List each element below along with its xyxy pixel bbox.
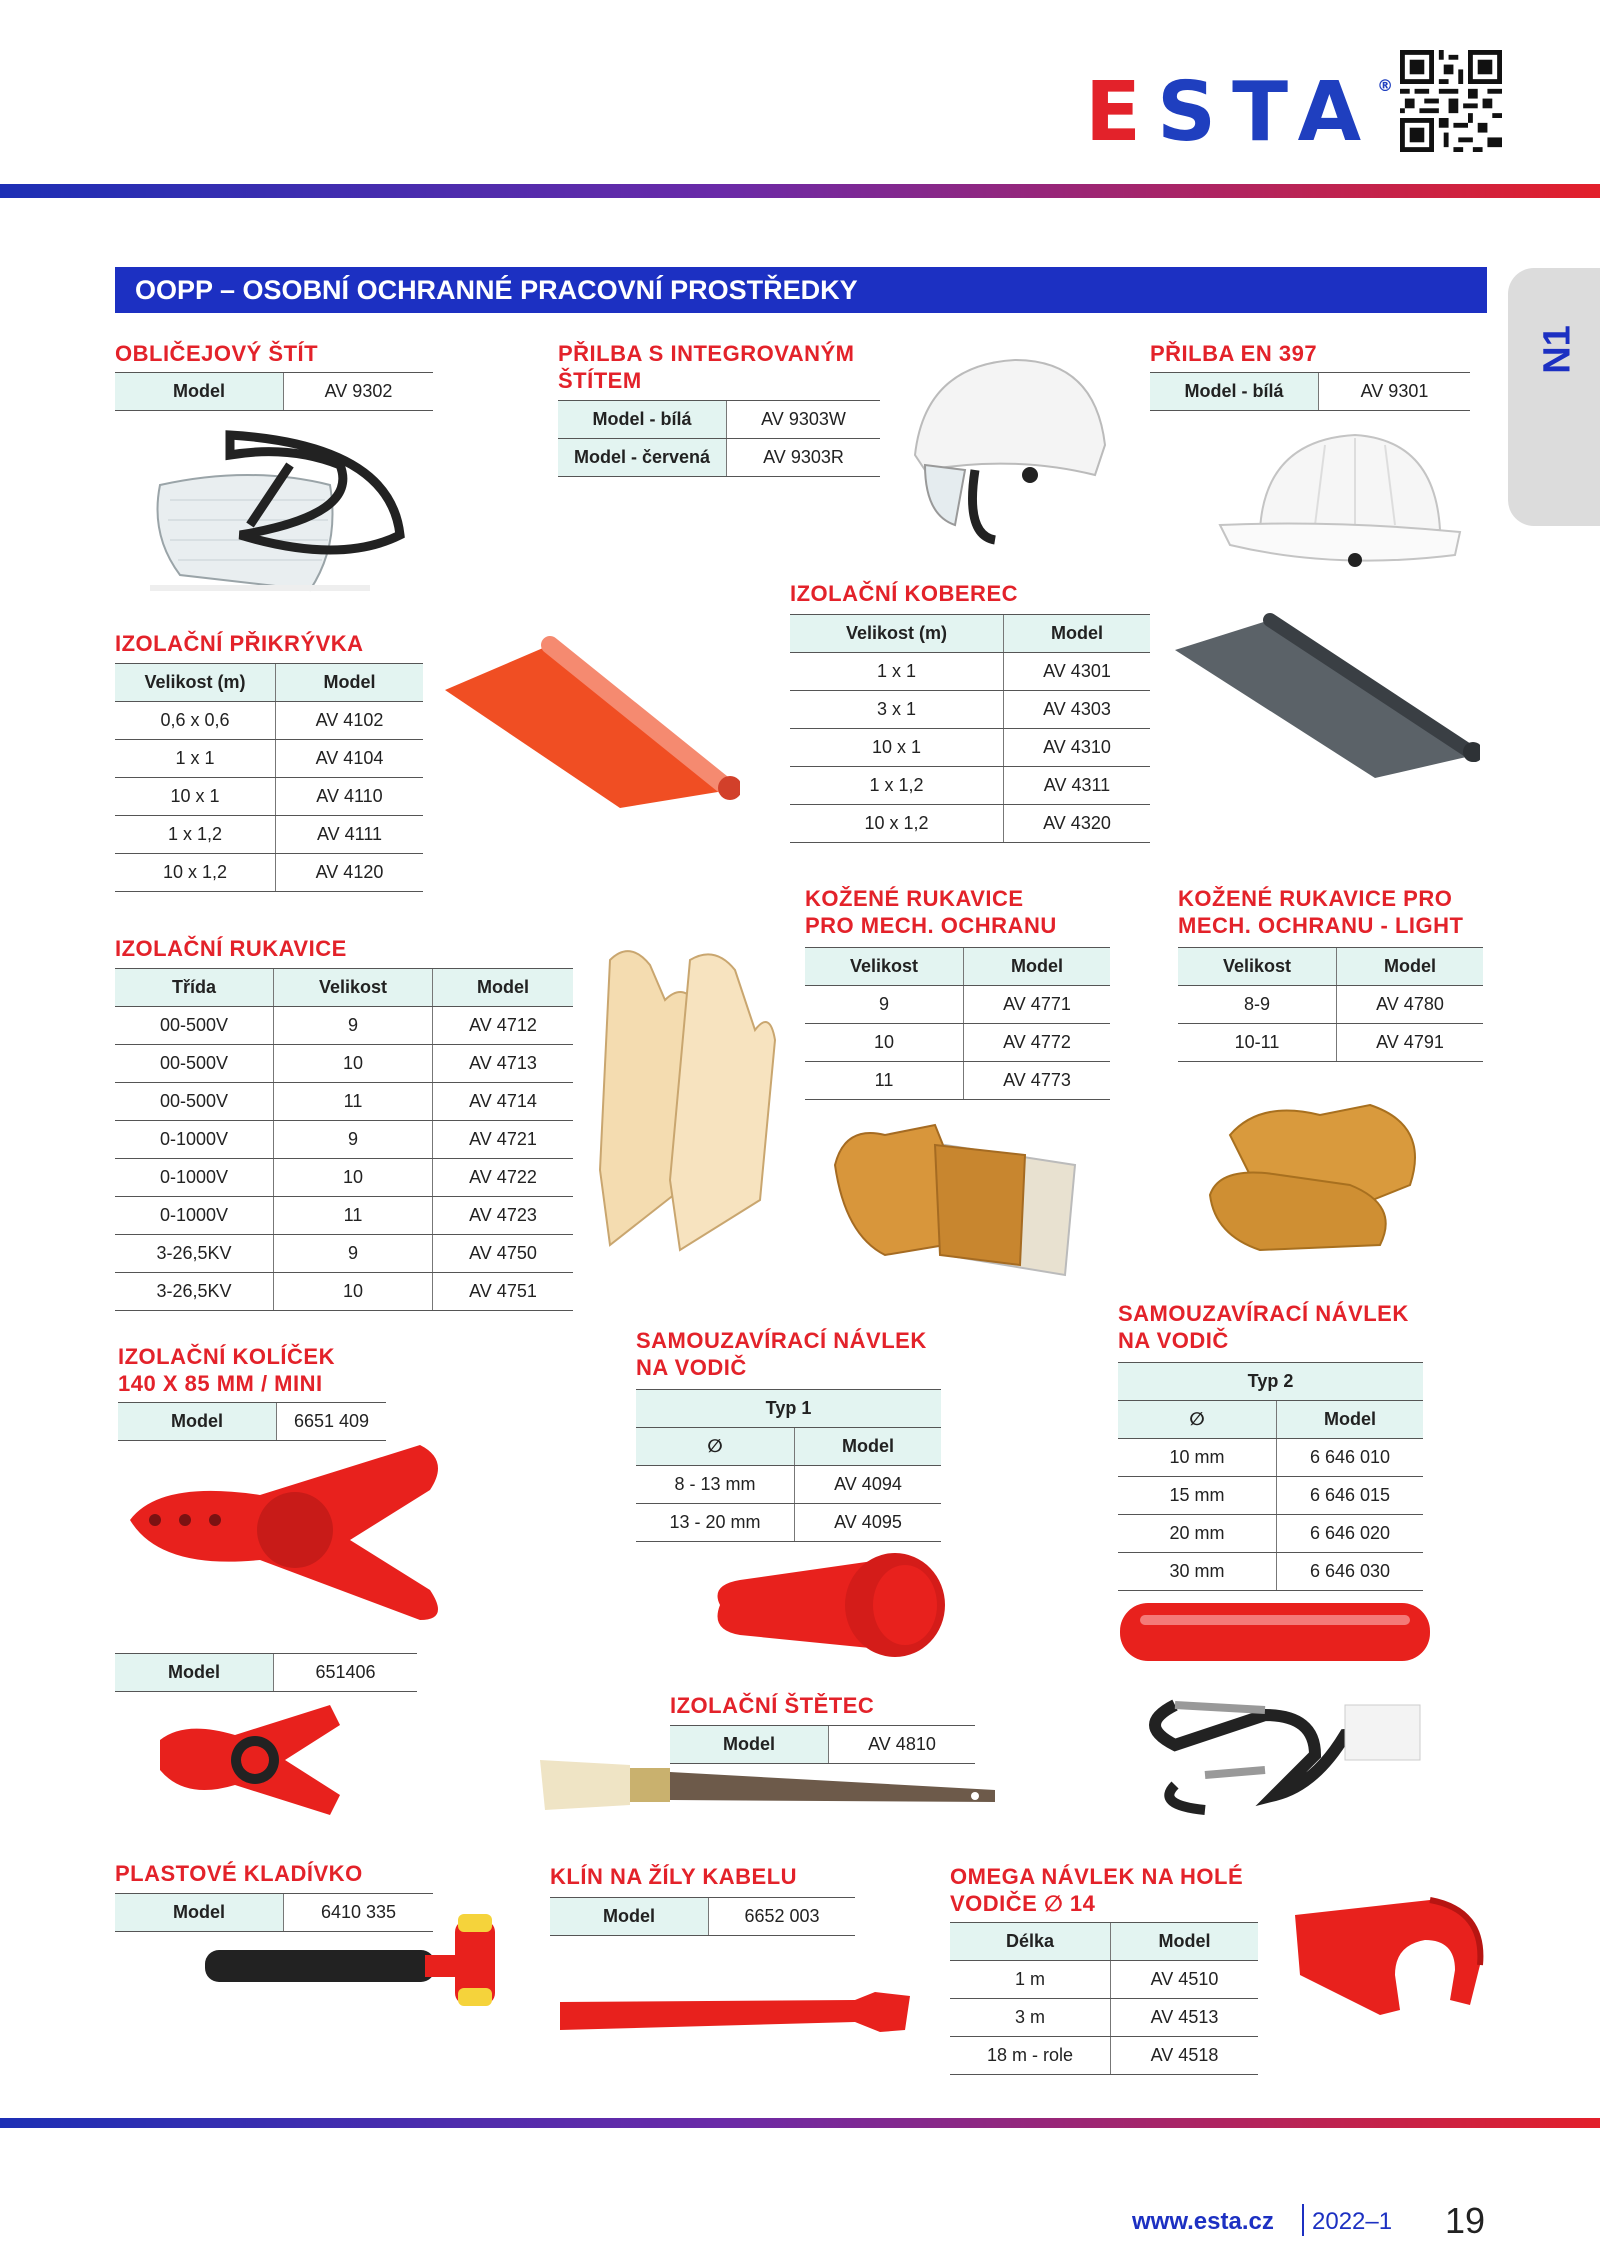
insulating-clamp-image bbox=[120, 1440, 465, 1630]
cell-model: AV 4713 bbox=[433, 1045, 574, 1083]
cell-model: AV 9303R bbox=[727, 439, 881, 477]
title-kozene-2: PRO MECH. OCHRANU bbox=[805, 913, 1057, 938]
cell-model: AV 4772 bbox=[964, 1024, 1111, 1062]
helmet-with-visor-image bbox=[895, 345, 1115, 545]
header-size: Velikost bbox=[805, 948, 964, 986]
cell-model: AV 4773 bbox=[964, 1062, 1111, 1100]
cell-model: AV 4095 bbox=[795, 1504, 942, 1542]
cell-size: 1 x 1,2 bbox=[790, 767, 1004, 805]
insulated-brush-image bbox=[535, 1750, 1005, 1820]
cell-class: 0-1000V bbox=[115, 1159, 274, 1197]
cell-size: 11 bbox=[274, 1083, 433, 1121]
cell-size: 11 bbox=[805, 1062, 964, 1100]
table-kolicek bbox=[118, 1402, 386, 1441]
face-shield-image bbox=[140, 425, 420, 595]
cell-size: 9 bbox=[274, 1121, 433, 1159]
header-model: Model bbox=[1111, 1923, 1259, 1961]
title-oblicejovy-stit: OBLIČEJOVÝ ŠTÍT bbox=[115, 341, 319, 366]
rubber-mat-image bbox=[1170, 600, 1480, 780]
cell-model: AV 4791 bbox=[1337, 1024, 1484, 1062]
title-omega-2: VODIČE ∅ 14 bbox=[950, 1891, 1096, 1916]
table-navlek1 bbox=[636, 1389, 941, 1542]
cell-length: 18 m - role bbox=[950, 2037, 1111, 2075]
table-rukavice bbox=[115, 968, 573, 1311]
cell-size: 3 x 1 bbox=[790, 691, 1004, 729]
cell-diameter: 15 mm bbox=[1118, 1477, 1277, 1515]
cell-model: AV 4751 bbox=[433, 1273, 574, 1311]
header-model: Model bbox=[1337, 948, 1484, 986]
cell-model: AV 4714 bbox=[433, 1083, 574, 1121]
logo-letter-e: E bbox=[1085, 65, 1158, 160]
title-navlek2-2: NA VODIČ bbox=[1118, 1328, 1229, 1353]
cell-model: AV 4310 bbox=[1004, 729, 1151, 767]
cell-model: AV 4712 bbox=[433, 1007, 574, 1045]
cell-label: Model bbox=[550, 1898, 709, 1936]
title-rukavice: IZOLAČNÍ RUKAVICE bbox=[115, 936, 347, 961]
cell-size: 9 bbox=[805, 986, 964, 1024]
cell-model: AV 4110 bbox=[276, 778, 424, 816]
cell-size: 1 x 1,2 bbox=[115, 816, 276, 854]
cell-size: 10 bbox=[274, 1273, 433, 1311]
header-model: Model bbox=[1004, 615, 1151, 653]
header-model: Model bbox=[276, 664, 424, 702]
table-navlek2 bbox=[1118, 1362, 1423, 1591]
cell-model: AV 4518 bbox=[1111, 2037, 1259, 2075]
header-type: Typ 2 bbox=[1118, 1363, 1423, 1401]
cell-size: 10 bbox=[274, 1045, 433, 1083]
title-navlek1-2: NA VODIČ bbox=[636, 1355, 747, 1380]
cell-model: 6 646 010 bbox=[1277, 1439, 1424, 1477]
cell-size: 1 x 1 bbox=[790, 653, 1004, 691]
cell-model: AV 9302 bbox=[284, 373, 434, 411]
cell-model: 6651 409 bbox=[277, 1403, 387, 1441]
cell-size: 0,6 x 0,6 bbox=[115, 702, 276, 740]
cell-model: AV 4311 bbox=[1004, 767, 1151, 805]
header-size: Velikost bbox=[274, 969, 433, 1007]
cell-model: AV 4810 bbox=[829, 1726, 976, 1764]
table-omega bbox=[950, 1922, 1258, 2075]
cell-size: 10 x 1,2 bbox=[115, 854, 276, 892]
cell-class: 3-26,5KV bbox=[115, 1235, 274, 1273]
cell-model: 6410 335 bbox=[284, 1894, 434, 1932]
cell-model: AV 4111 bbox=[276, 816, 424, 854]
cell-model: AV 4320 bbox=[1004, 805, 1151, 843]
qr-code-icon bbox=[1400, 50, 1502, 152]
cell-diameter: 8 - 13 mm bbox=[636, 1466, 795, 1504]
cell-size: 9 bbox=[274, 1235, 433, 1273]
title-kladivko: PLASTOVÉ KLADÍVKO bbox=[115, 1861, 363, 1886]
cell-class: 00-500V bbox=[115, 1083, 274, 1121]
title-klin: KLÍN NA ŽÍLY KABELU bbox=[550, 1864, 798, 1889]
safety-helmet-image bbox=[1215, 420, 1465, 580]
cell-size: 8-9 bbox=[1178, 986, 1337, 1024]
title-kozene-light-1: KOŽENÉ RUKAVICE PRO bbox=[1178, 886, 1453, 911]
title-navlek1-1: SAMOUZAVÍRACÍ NÁVLEK bbox=[636, 1328, 927, 1353]
cell-model: AV 4771 bbox=[964, 986, 1111, 1024]
cell-model: AV 9301 bbox=[1319, 373, 1471, 411]
leather-gloves-image bbox=[825, 1105, 1085, 1285]
cell-size: 10 bbox=[805, 1024, 964, 1062]
cell-size: 1 x 1 bbox=[115, 740, 276, 778]
cell-label: Model - bílá bbox=[558, 401, 727, 439]
title-navlek2-1: SAMOUZAVÍRACÍ NÁVLEK bbox=[1118, 1301, 1409, 1326]
cell-length: 3 m bbox=[950, 1999, 1111, 2037]
cell-length: 1 m bbox=[950, 1961, 1111, 1999]
table-prilba-en397 bbox=[1150, 372, 1470, 411]
cell-model: AV 4120 bbox=[276, 854, 424, 892]
omega-sleeve-image bbox=[1290, 1895, 1490, 2025]
title-kozene-1: KOŽENÉ RUKAVICE bbox=[805, 886, 1024, 911]
cell-label: Model bbox=[115, 1894, 284, 1932]
table-kozene bbox=[805, 947, 1110, 1100]
cell-model: AV 4301 bbox=[1004, 653, 1151, 691]
cell-model: 6652 003 bbox=[709, 1898, 856, 1936]
title-omega-1: OMEGA NÁVLEK NA HOLÉ bbox=[950, 1864, 1244, 1889]
cell-class: 00-500V bbox=[115, 1007, 274, 1045]
title-prilba-stit-2: ŠTÍTEM bbox=[558, 368, 642, 393]
cell-model: 6 646 015 bbox=[1277, 1477, 1424, 1515]
cell-label: Model bbox=[118, 1403, 277, 1441]
page-number: 19 bbox=[1445, 2200, 1486, 2241]
cell-class: 00-500V bbox=[115, 1045, 274, 1083]
cell-model: AV 4722 bbox=[433, 1159, 574, 1197]
cell-model: 651406 bbox=[274, 1654, 418, 1692]
table-kozene-light bbox=[1178, 947, 1483, 1062]
header-size: Velikost bbox=[1178, 948, 1337, 986]
table-klin bbox=[550, 1897, 855, 1936]
header-model: Model bbox=[795, 1428, 942, 1466]
cell-model: AV 4303 bbox=[1004, 691, 1151, 729]
leather-gloves-light-image bbox=[1200, 1095, 1450, 1255]
header-length: Délka bbox=[950, 1923, 1111, 1961]
cell-model: AV 4723 bbox=[433, 1197, 574, 1235]
cell-model: AV 9303W bbox=[727, 401, 881, 439]
table-koberec bbox=[790, 614, 1150, 843]
title-stetec: IZOLAČNÍ ŠTĚTEC bbox=[670, 1693, 875, 1718]
cell-size: 10 x 1 bbox=[115, 778, 276, 816]
table-prikryvka bbox=[115, 663, 423, 892]
section-title: OOPP – OSOBNÍ OCHRANNÉ PRACOVNÍ PROSTŘEDKY bbox=[115, 267, 1487, 313]
bottom-gradient-stripe bbox=[0, 2118, 1600, 2128]
cone-sleeve-image bbox=[700, 1545, 960, 1665]
cell-size: 11 bbox=[274, 1197, 433, 1235]
cell-size: 10 x 1 bbox=[790, 729, 1004, 767]
footer-version: 2022–1 bbox=[1312, 2208, 1393, 2235]
cell-label: Model bbox=[115, 1654, 274, 1692]
header-diameter: ∅ bbox=[636, 1428, 795, 1466]
cell-model: AV 4513 bbox=[1111, 1999, 1259, 2037]
cell-label: Model - bílá bbox=[1150, 373, 1319, 411]
registered-mark: ® bbox=[1377, 76, 1394, 95]
cell-model: AV 4780 bbox=[1337, 986, 1484, 1024]
cell-diameter: 30 mm bbox=[1118, 1553, 1277, 1591]
cell-class: 0-1000V bbox=[115, 1197, 274, 1235]
header-model: Model bbox=[433, 969, 574, 1007]
table-prilba-stit bbox=[558, 400, 880, 477]
insulating-gloves-image bbox=[590, 940, 780, 1260]
title-koberec: IZOLAČNÍ KOBEREC bbox=[790, 581, 1018, 606]
mini-clamp-image bbox=[155, 1700, 345, 1820]
cell-diameter: 13 - 20 mm bbox=[636, 1504, 795, 1542]
top-gradient-stripe bbox=[0, 184, 1600, 198]
header-model: Model bbox=[1277, 1401, 1424, 1439]
esta-logo bbox=[1085, 65, 1394, 160]
title-kolicek-1: IZOLAČNÍ KOLÍČEK bbox=[118, 1344, 335, 1369]
header-size: Velikost (m) bbox=[115, 664, 276, 702]
sleeve-type2-image bbox=[1115, 1595, 1435, 1825]
cell-diameter: 20 mm bbox=[1118, 1515, 1277, 1553]
logo-letters: STA bbox=[1157, 65, 1378, 160]
table-kolicek-mini bbox=[115, 1653, 417, 1692]
cable-wedge-image bbox=[555, 1990, 915, 2060]
cell-model: 6 646 020 bbox=[1277, 1515, 1424, 1553]
cell-model: AV 4104 bbox=[276, 740, 424, 778]
footer-url[interactable]: www.esta.cz bbox=[1132, 2208, 1274, 2235]
footer-separator bbox=[1302, 2204, 1304, 2236]
title-kolicek-2: 140 X 85 MM / MINI bbox=[118, 1371, 323, 1396]
cell-model: AV 4102 bbox=[276, 702, 424, 740]
header-class: Třída bbox=[115, 969, 274, 1007]
cell-model: AV 4510 bbox=[1111, 1961, 1259, 1999]
cell-size: 10 x 1,2 bbox=[790, 805, 1004, 843]
title-prilba-en397: PŘILBA EN 397 bbox=[1150, 341, 1318, 366]
cell-label: Model - červená bbox=[558, 439, 727, 477]
cell-size: 9 bbox=[274, 1007, 433, 1045]
insulating-blanket-image bbox=[440, 630, 740, 810]
header-model: Model bbox=[964, 948, 1111, 986]
chapter-tab-label: N1 bbox=[1536, 325, 1579, 374]
cell-class: 3-26,5KV bbox=[115, 1273, 274, 1311]
title-kozene-light-2: MECH. OCHRANU - LIGHT bbox=[1178, 913, 1464, 938]
header-diameter: ∅ bbox=[1118, 1401, 1277, 1439]
title-prilba-stit-1: PŘILBA S INTEGROVANÝM bbox=[558, 341, 855, 366]
cell-class: 0-1000V bbox=[115, 1121, 274, 1159]
header-type: Typ 1 bbox=[636, 1390, 941, 1428]
cell-model: 6 646 030 bbox=[1277, 1553, 1424, 1591]
cell-diameter: 10 mm bbox=[1118, 1439, 1277, 1477]
cell-model: AV 4721 bbox=[433, 1121, 574, 1159]
title-prikryvka: IZOLAČNÍ PŘIKRÝVKA bbox=[115, 631, 364, 656]
cell-label: Model bbox=[115, 373, 284, 411]
cell-label: Model bbox=[670, 1726, 829, 1764]
table-oblicejovy-stit bbox=[115, 372, 433, 411]
cell-model: AV 4750 bbox=[433, 1235, 574, 1273]
cell-size: 10-11 bbox=[1178, 1024, 1337, 1062]
header-size: Velikost (m) bbox=[790, 615, 1004, 653]
cell-size: 10 bbox=[274, 1159, 433, 1197]
cell-model: AV 4094 bbox=[795, 1466, 942, 1504]
plastic-hammer-image bbox=[200, 1910, 510, 2010]
chapter-tab bbox=[1508, 268, 1600, 526]
